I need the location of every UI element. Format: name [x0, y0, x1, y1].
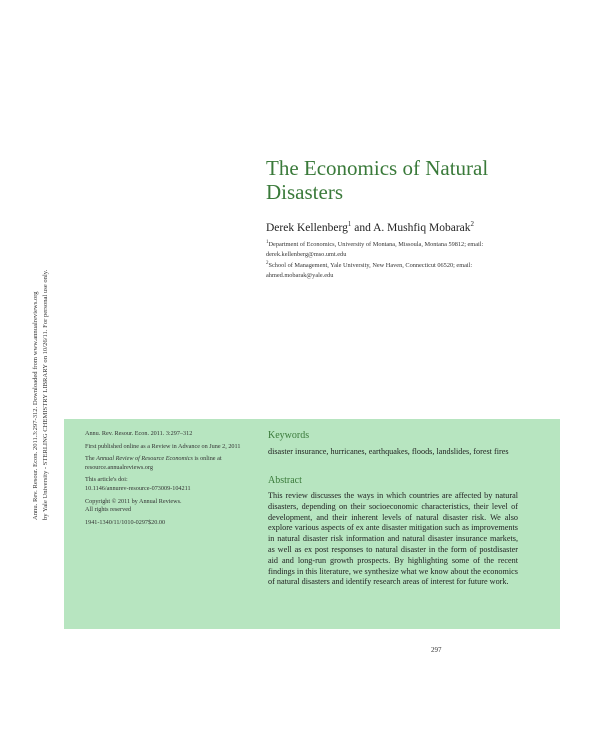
publication-metadata [85, 430, 245, 531]
keywords-text: disaster insurance, hurricanes, earthquakes, floods, landslides, forest fires [268, 447, 509, 456]
journal-name: Annual Review of Resource Economics [96, 455, 193, 463]
affiliation-1 [266, 238, 486, 259]
online-availability: The Annual Review of Resource Economics is online at resource.annualreviews.org [85, 455, 222, 471]
doi-block [85, 476, 245, 493]
article-title: The Economics of Natural Disasters [266, 156, 489, 204]
abstract-heading: Abstract [268, 475, 302, 486]
download-watermark [32, 215, 66, 520]
copyright: Copyright © 2011 by Annual Reviews. [85, 497, 182, 505]
issn: 1941-1340/11/1010-0297$20.00 [85, 518, 166, 526]
copyright-block [85, 498, 245, 515]
doi-label: This article's doi: [85, 476, 128, 484]
watermark-line-2: by Yale University - STERLING CHEMISTRY LIBRARY on 10/26/11. For personal use only. [42, 269, 49, 520]
citation: Annu. Rev. Resour. Econ. 2011. 3:297–312 [85, 430, 193, 437]
doi-link[interactable]: 10.1146/annurev-resource-073009-104211 [85, 484, 191, 492]
affiliation-marker: 2 [266, 261, 269, 266]
author-name: A. Mushfiq Mobarak [373, 221, 471, 234]
abstract-text: This review discusses the ways in which countries are affected by natural disasters, depending on their socioeconomic characteristics, their level of development, and their inherent levels of natural disaster risk. We also explore various aspects of ex ante disaster mitigation such as improvements in natural disaster risk information and natural disaster insurance markets, as well as ex post responses to natural disaster in the form of postdisaster aid and long-run growth prospects. By highlighting some of the recent findings in this literature, we synthesize what we know about the economics of natural disasters and identify research areas of interest for future work. [268, 491, 518, 587]
affiliation-text: School of Management, Yale University, New Haven, Connecticut 06520; email: ahmed.mobarak@yale.edu [266, 262, 473, 279]
watermark-line-1: Annu. Rev. Resour. Econ. 2011.3:297-312. Downloaded from www.annualreviews.org [32, 291, 39, 520]
affiliation-text: Department of Economics, University of Montana, Missoula, Montana 59812; email: derek.kellenberg@mso.umt.edu [266, 241, 484, 258]
author-affiliation-marker: 1 [347, 220, 352, 228]
affiliation-2 [266, 259, 486, 280]
author-list [266, 217, 566, 235]
keywords-heading: Keywords [268, 430, 310, 441]
rights: All rights reserved [85, 506, 132, 514]
author-connector: and [351, 221, 374, 234]
page-number: 297 [431, 646, 442, 654]
first-published: First published online as a Review in Advance on June 2, 2011 [85, 442, 241, 450]
author-affiliation-marker: 2 [470, 220, 475, 228]
affiliation-marker: 1 [266, 240, 269, 245]
author-name: Derek Kellenberg [266, 221, 348, 234]
